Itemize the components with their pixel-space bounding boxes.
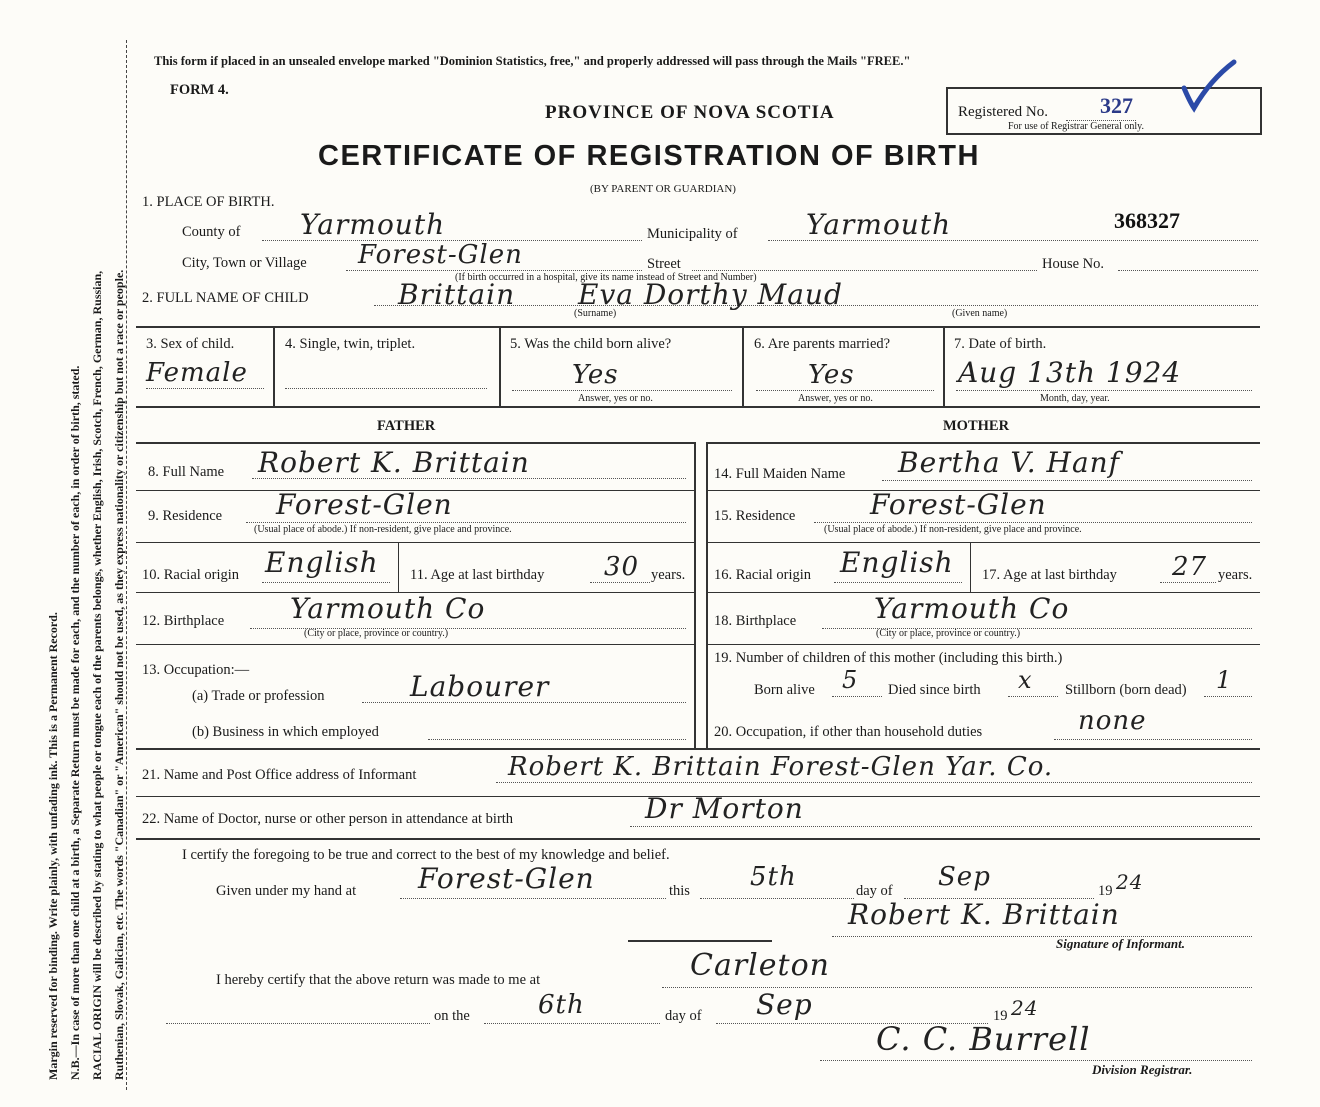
father-name-value: Robert K. Brittain [258,446,530,479]
registrar-year-value: 24 [1011,996,1039,1020]
mother-residence-value: Forest-Glen [870,488,1047,521]
municipality-label: Municipality of [647,226,738,242]
hospital-note: (If birth occurred in a hospital, give its name instead of Street and Number) [455,272,757,283]
stamp-number: 368327 [1114,208,1180,233]
child-name-label: 2. FULL NAME OF CHILD [142,290,309,306]
informant-signature-caption: Signature of Informant. [1056,936,1185,951]
mother-name-value: Bertha V. Hanf [898,446,1121,479]
father-residence-label: 9. Residence [148,508,223,524]
child-given-name-value: Eva Dorthy Maud [578,278,843,311]
registrar-day-value: 6th [538,990,585,1020]
mother-birthplace-label: 18. Birthplace [714,613,797,629]
province-title: PROVINCE OF NOVA SCOTIA [545,102,835,123]
stillborn-value: 1 [1216,666,1233,694]
registrar-place-value: Carleton [690,948,830,983]
mother-residence-label: 15. Residence [714,508,796,524]
registrar-year-prefix: 19 [993,1008,1008,1024]
mother-age-label: 17. Age at last birthday [982,567,1117,583]
stillborn-label: Stillborn (born dead) [1065,682,1187,698]
place-of-birth-label: 1. PLACE OF BIRTH. [142,194,275,210]
row-divider [136,326,1260,328]
county-value: Yarmouth [300,208,446,241]
certificate-title: CERTIFICATE OF REGISTRATION OF BIRTH [318,140,980,172]
margin-note-binding: Margin reserved for binding. Write plainly, with unfading ink. This is a Permanent Record. [46,612,60,1080]
given-under-hand-label: Given under my hand at [216,883,357,899]
this-label: this [669,883,690,899]
county-label: County of [182,224,241,240]
certificate-subtitle: (BY PARENT OR GUARDIAN) [590,183,736,195]
born-alive-caption: Answer, yes or no. [578,393,653,404]
certification-month-value: Sep [938,862,991,892]
surname-caption: (Surname) [574,308,617,319]
father-age-unit: years. [651,567,686,583]
sex-label: 3. Sex of child. [146,336,235,352]
informant-value: Robert K. Brittain Forest-Glen Yar. Co. [508,752,1054,782]
informant-signature: Robert K. Brittain [848,898,1120,931]
father-residence-caption: (Usual place of abode.) If non-resident, give place and province. [254,524,512,535]
given-place-value: Forest-Glen [418,862,595,895]
certification-day-of-label: day of [856,883,893,899]
father-heading: FATHER [377,418,436,434]
on-the-label: on the [434,1008,470,1024]
mother-residence-caption: (Usual place of abode.) If non-resident, give place and province. [824,524,1082,535]
multiple-birth-label: 4. Single, twin, triplet. [285,336,416,352]
doctor-value: Dr Morton [645,792,804,825]
mother-age-unit: years. [1218,567,1253,583]
parents-married-value: Yes [808,360,855,390]
mother-birthplace-caption: (City or place, province or country.) [876,628,1021,639]
father-name-label: 8. Full Name [148,464,225,480]
checkmark-icon [1180,58,1240,118]
father-birthplace-caption: (City or place, province or country.) [304,628,449,639]
registered-value: 327 [1100,93,1133,118]
margin-note-nationality: Ruthenian, Slovak, Galician, etc. The words "Canadian" or "American" should not be used, as they express nationality or citizenship but not a race or people. [112,269,126,1080]
doctor-label: 22. Name of Doctor, nurse or other person in attendance at birth [142,811,514,827]
father-occupation-label: 13. Occupation:— [142,662,250,678]
father-race-label: 10. Racial origin [142,567,240,583]
municipality-value: Yarmouth [806,208,952,241]
certification-statement: I certify the foregoing to be true and correct to the best of my knowledge and belief. [182,847,670,863]
city-value: Forest-Glen [358,240,523,270]
date-of-birth-label: 7. Date of birth. [954,336,1047,352]
margin-note-racial-origin: RACIAL ORIGIN will be described by stating to what people or tongue each of the parents belongs, whether English, Irish, Scotch, French, German, Russian, [90,270,104,1080]
margin-note-separate-return: N.B.—In case of more than one child at a birth, a Separate Return must be made for each, and the number of each, in order of birth, stated. [68,365,82,1080]
street-label: Street [647,256,681,272]
given-name-caption: (Given name) [952,308,1008,319]
born-alive-label: 5. Was the child born alive? [510,336,672,352]
father-residence-value: Forest-Glen [276,488,453,521]
form-number: FORM 4. [170,82,229,98]
born-alive-count-value: 5 [842,666,859,694]
trade-label: (a) Trade or profession [192,688,325,704]
mother-name-label: 14. Full Maiden Name [714,466,846,482]
mother-occupation-label: 20. Occupation, if other than household duties [714,724,983,740]
mother-heading: MOTHER [943,418,1010,434]
certification-year-value: 24 [1116,870,1144,894]
registered-label: Registered No. [958,104,1048,120]
mother-race-value: English [840,546,954,579]
child-surname-value: Brittain [398,278,516,311]
date-of-birth-value: Aug 13th 1924 [958,356,1182,389]
city-label: City, Town or Village [182,255,307,271]
certification-year-prefix: 19 [1098,883,1113,899]
certification-day-value: 5th [750,862,797,892]
father-birthplace-value: Yarmouth Co [290,592,486,625]
father-race-value: English [265,546,379,579]
binding-margin-line [126,40,127,1090]
registrar-statement: I hereby certify that the above return was made to me at [216,972,541,988]
born-alive-count-label: Born alive [754,682,815,698]
sex-value: Female [146,358,248,388]
mother-birthplace-value: Yarmouth Co [874,592,1070,625]
father-age-label: 11. Age at last birthday [410,567,545,583]
registrar-signature-caption: Division Registrar. [1092,1062,1193,1077]
trade-value: Labourer [410,670,550,703]
house-number-label: House No. [1042,256,1105,272]
mother-age-value: 27 [1172,552,1208,582]
parents-married-caption: Answer, yes or no. [798,393,873,404]
father-birthplace-label: 12. Birthplace [142,613,225,629]
registrar-signature: C. C. Burrell [876,1020,1091,1058]
registrar-month-value: Sep [756,988,813,1021]
registrar-day-of-label: day of [665,1008,702,1024]
died-since-birth-label: Died since birth [888,682,981,698]
registrar-note: For use of Registrar General only. [1008,121,1144,132]
children-count-label: 19. Number of children of this mother (including this birth.) [714,650,1063,666]
father-age-value: 30 [604,552,640,582]
mail-notice: This form if placed in an unsealed envelope marked "Dominion Statistics, free," and properly addressed will pass through the Mails "FREE." [154,54,911,68]
parents-married-label: 6. Are parents married? [754,336,891,352]
mother-race-label: 16. Racial origin [714,567,812,583]
date-of-birth-caption: Month, day, year. [1040,393,1110,404]
died-since-birth-value: x [1018,666,1033,694]
mother-occupation-value: none [1078,706,1147,736]
informant-label: 21. Name and Post Office address of Informant [142,767,417,783]
business-label: (b) Business in which employed [192,724,379,740]
born-alive-value: Yes [572,360,619,390]
